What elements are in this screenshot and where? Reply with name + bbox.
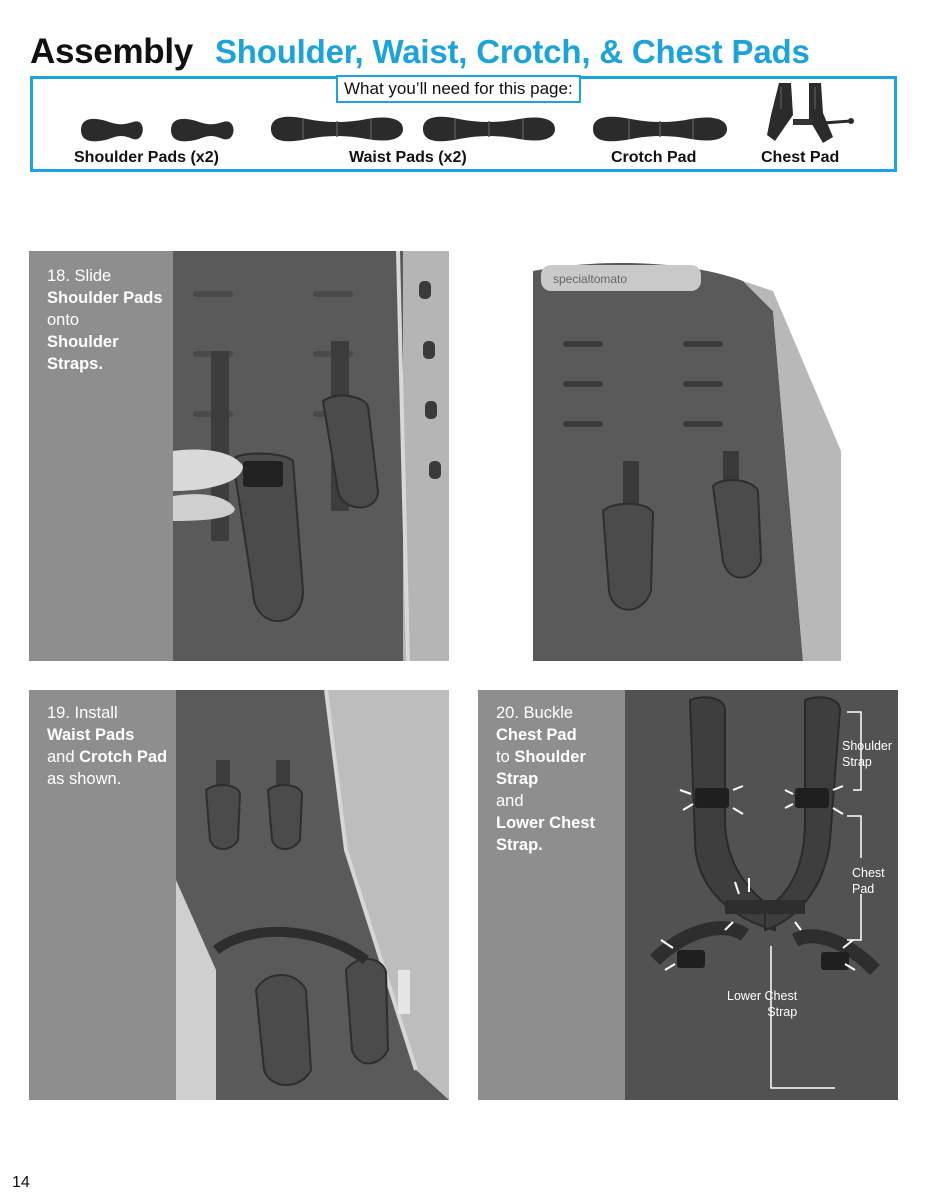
callout-shoulder-strap: Shoulder Strap xyxy=(842,739,893,769)
waist-pads-label: Waist Pads (x2) xyxy=(349,149,467,166)
parts-needed-box xyxy=(30,76,897,172)
step-20-panel xyxy=(478,690,898,1100)
shoulder-pads-label: Shoulder Pads (x2) xyxy=(74,149,219,166)
page-subtitle: Shoulder, Waist, Crotch, & Chest Pads xyxy=(214,33,810,70)
needs-label: What you’ll need for this page: xyxy=(336,75,581,103)
step-19-photo xyxy=(176,690,449,1100)
step-18-photo xyxy=(173,251,449,661)
chest-pad-label: Chest Pad xyxy=(761,149,840,166)
crotch-pad-icon xyxy=(589,111,731,147)
crotch-pad-label: Crotch Pad xyxy=(611,149,697,166)
callout-chest-pad: Chest Pad xyxy=(852,866,885,896)
step-18-panel xyxy=(29,251,449,661)
chest-pad-icon xyxy=(761,79,861,149)
step-18-text: 18. Slide Shoulder Pads onto Shoulder Straps. xyxy=(47,267,163,373)
callout-lower-chest-strap: Lower Chest Strap xyxy=(727,989,798,1019)
step-19-text: 19. Install Waist Pads and Crotch Pad as shown. xyxy=(47,704,168,788)
step-18-result-photo xyxy=(533,251,841,661)
shoulder-pad-icon xyxy=(73,113,243,147)
page-header xyxy=(30,32,900,76)
step-20-text: 20. Buckle Chest Pad to Shoulder Strap and Lower Chest Strap. xyxy=(496,704,596,854)
page-number: 14 xyxy=(12,1174,30,1191)
step-19-panel xyxy=(29,690,449,1100)
waist-pad-icon xyxy=(267,111,559,147)
page-title: Assembly xyxy=(30,32,193,71)
photo-brand: specialtomato xyxy=(553,272,628,286)
